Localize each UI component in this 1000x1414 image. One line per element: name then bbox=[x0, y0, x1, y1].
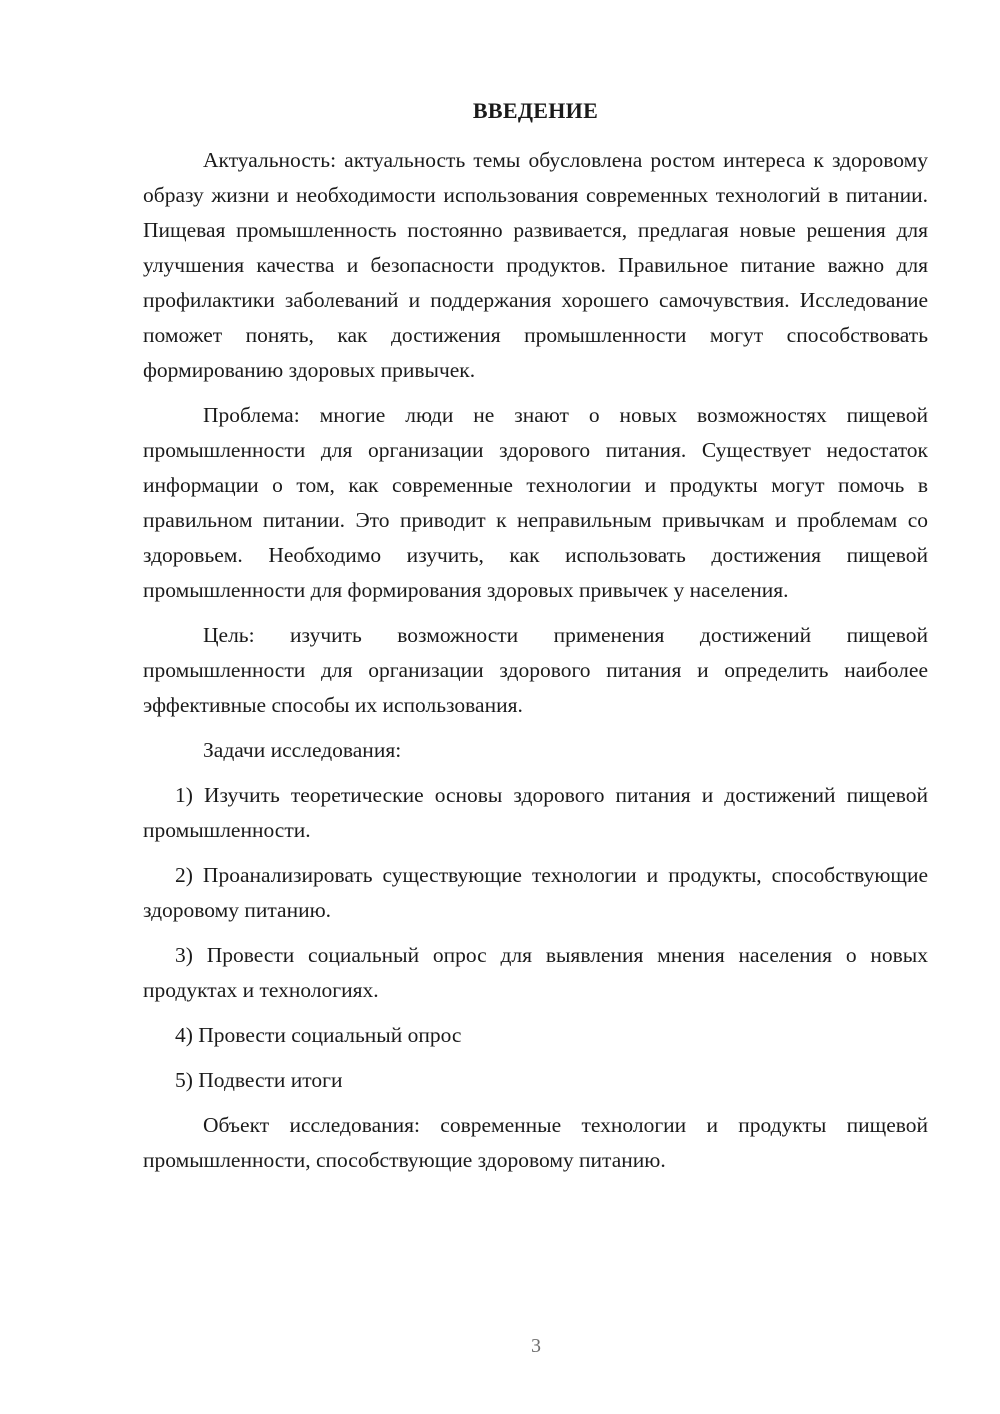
task-item: 4) Провести социальный опрос bbox=[175, 1023, 462, 1047]
tasks-heading: Задачи исследования: bbox=[203, 738, 402, 762]
section-heading: ВВЕДЕНИЕ bbox=[472, 98, 599, 123]
task-item: 1) Изучить теоретические основы здорового питания и достижений пищевой промышленности. bbox=[143, 783, 928, 842]
task-item: 5) Подвести итоги bbox=[175, 1068, 343, 1092]
page-number: 3 bbox=[531, 1335, 541, 1357]
task-item: 3) Провести социальный опрос для выявления мнения населения о новых продуктах и технологиях. bbox=[143, 943, 928, 1002]
relevance-paragraph: Актуальность: актуальность темы обусловлена ростом интереса к здоровому образу жизни и необходимости использования современных технологий в питании. Пищевая промышленность постоянно развивается, предлагая новые решения для улучшения качества и безопасности продуктов. Правильное питание важно для профилактики заболеваний и поддержания хорошего самочувствия. Исследование поможет понять, как достижения промышленности могут способствовать формированию здоровых привычек. bbox=[143, 148, 928, 382]
tasks-list bbox=[143, 778, 928, 1098]
body-text bbox=[143, 143, 928, 1188]
object-paragraph: Объект исследования: современные технологии и продукты пищевой промышленности, способствующие здоровому питанию. bbox=[143, 1113, 928, 1172]
task-item: 2) Проанализировать существующие технологии и продукты, способствующие здоровому питанию. bbox=[143, 863, 928, 922]
goal-paragraph: Цель: изучить возможности применения достижений пищевой промышленности для организации здорового питания и определить наиболее эффективные способы их использования. bbox=[143, 623, 928, 717]
problem-paragraph: Проблема: многие люди не знают о новых возможностях пищевой промышленности для организации здорового питания. Существует недостаток информации о том, как современные технологии и продукты могут помочь в правильном питании. Это приводит к неправильным привычкам и проблемам со здоровьем. Необходимо изучить, как использовать достижения пищевой промышленности для формирования здоровых привычек у населения. bbox=[143, 403, 928, 602]
